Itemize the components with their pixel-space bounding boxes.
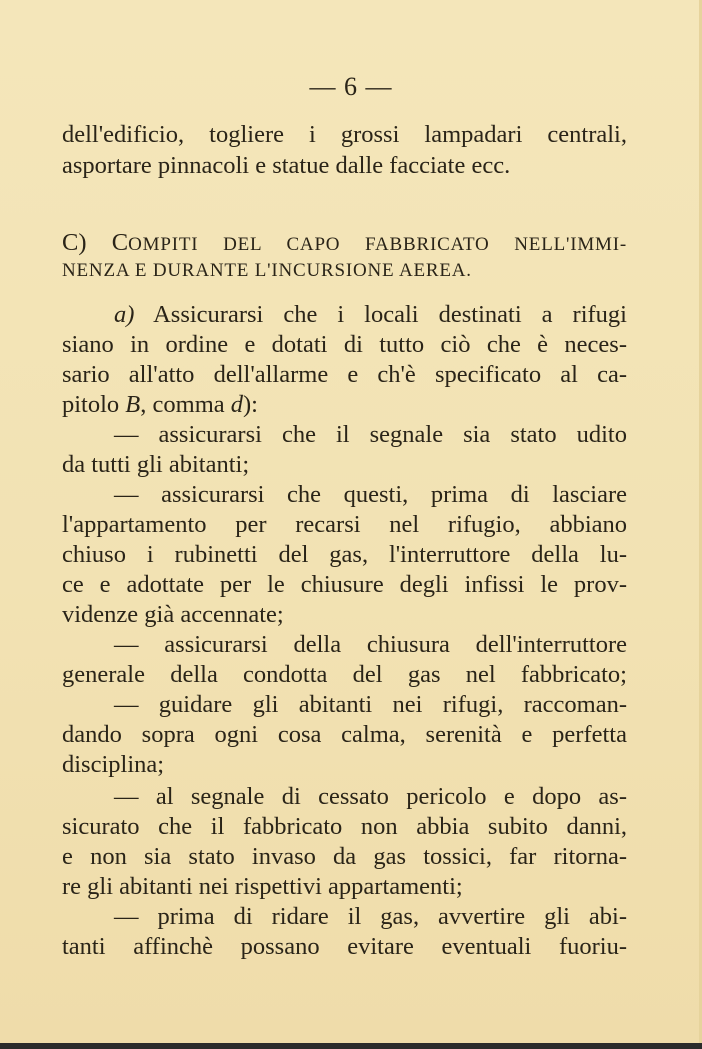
page-number: — 6 — <box>309 72 393 101</box>
text-line <box>62 390 627 420</box>
text-line: dell'edificio, togliere i grossi lampadari centrali, <box>62 121 627 148</box>
text-span: Assicurarsi che i locali destinati a rifugi <box>153 301 627 328</box>
section-heading-cont <box>62 254 627 286</box>
text-line: chiuso i rubinetti del gas, l'interruttore della lu- <box>62 541 627 568</box>
text-line: sicurato che il fabbricato non abbia subito danni, <box>62 813 627 840</box>
scan-border <box>0 1043 702 1049</box>
text-line: — al segnale di cessato pericolo e dopo as- <box>114 783 627 810</box>
text-line: e non sia stato invaso da gas tossici, far ritorna- <box>62 843 627 870</box>
text-line: sario all'atto dell'allarme e ch'è specificato al ca- <box>62 361 627 388</box>
text-line: asportare pinnacoli e statue dalle facciate ecc. <box>62 152 511 179</box>
text-line: da tutti gli abitanti; <box>62 451 250 478</box>
text-line: disciplina; <box>62 751 165 778</box>
text-span-italic: B <box>125 391 141 418</box>
item-label: a) <box>114 301 135 328</box>
heading-initial: C <box>111 229 129 256</box>
text-span-italic: d <box>230 391 244 418</box>
text-line: — guidare gli abitanti nei rifugi, raccoman- <box>114 691 627 718</box>
text-line: re gli abitanti nei rispettivi appartamenti; <box>62 873 463 900</box>
paragraph-start <box>62 300 627 330</box>
text-span: pitolo <box>62 391 126 418</box>
text-line: siano in ordine e dotati di tutto ciò che è neces- <box>62 331 627 358</box>
text-line: l'appartamento per recarsi nel rifugio, abbiano <box>62 511 627 538</box>
heading-text: OMPITI DEL CAPO FABBRICATO NELL'IMMI- <box>128 234 627 255</box>
section-letter: C) <box>62 229 87 256</box>
text-span: , comma <box>140 391 231 418</box>
text-line: — assicurarsi che il segnale sia stato udito <box>114 421 627 448</box>
text-line: generale della condotta del gas nel fabbricato; <box>62 661 627 688</box>
text-line: — assicurarsi che questi, prima di lasciare <box>114 481 627 508</box>
text-line: — assicurarsi della chiusura dell'interruttore <box>114 631 627 658</box>
text-line: ce e adottate per le chiusure degli infissi le prov- <box>62 571 627 598</box>
text-line: tanti affinchè possano evitare eventuali fuoriu- <box>62 933 627 960</box>
text-line: dando sopra ogni cosa calma, serenità e perfetta <box>62 721 627 748</box>
text-line: — prima di ridare il gas, avvertire gli abi- <box>114 903 627 930</box>
text-line: videnze già accennate; <box>62 601 284 628</box>
heading-text: NENZA E DURANTE L'INCURSIONE AEREA. <box>62 260 472 281</box>
text-span: ): <box>243 391 258 418</box>
